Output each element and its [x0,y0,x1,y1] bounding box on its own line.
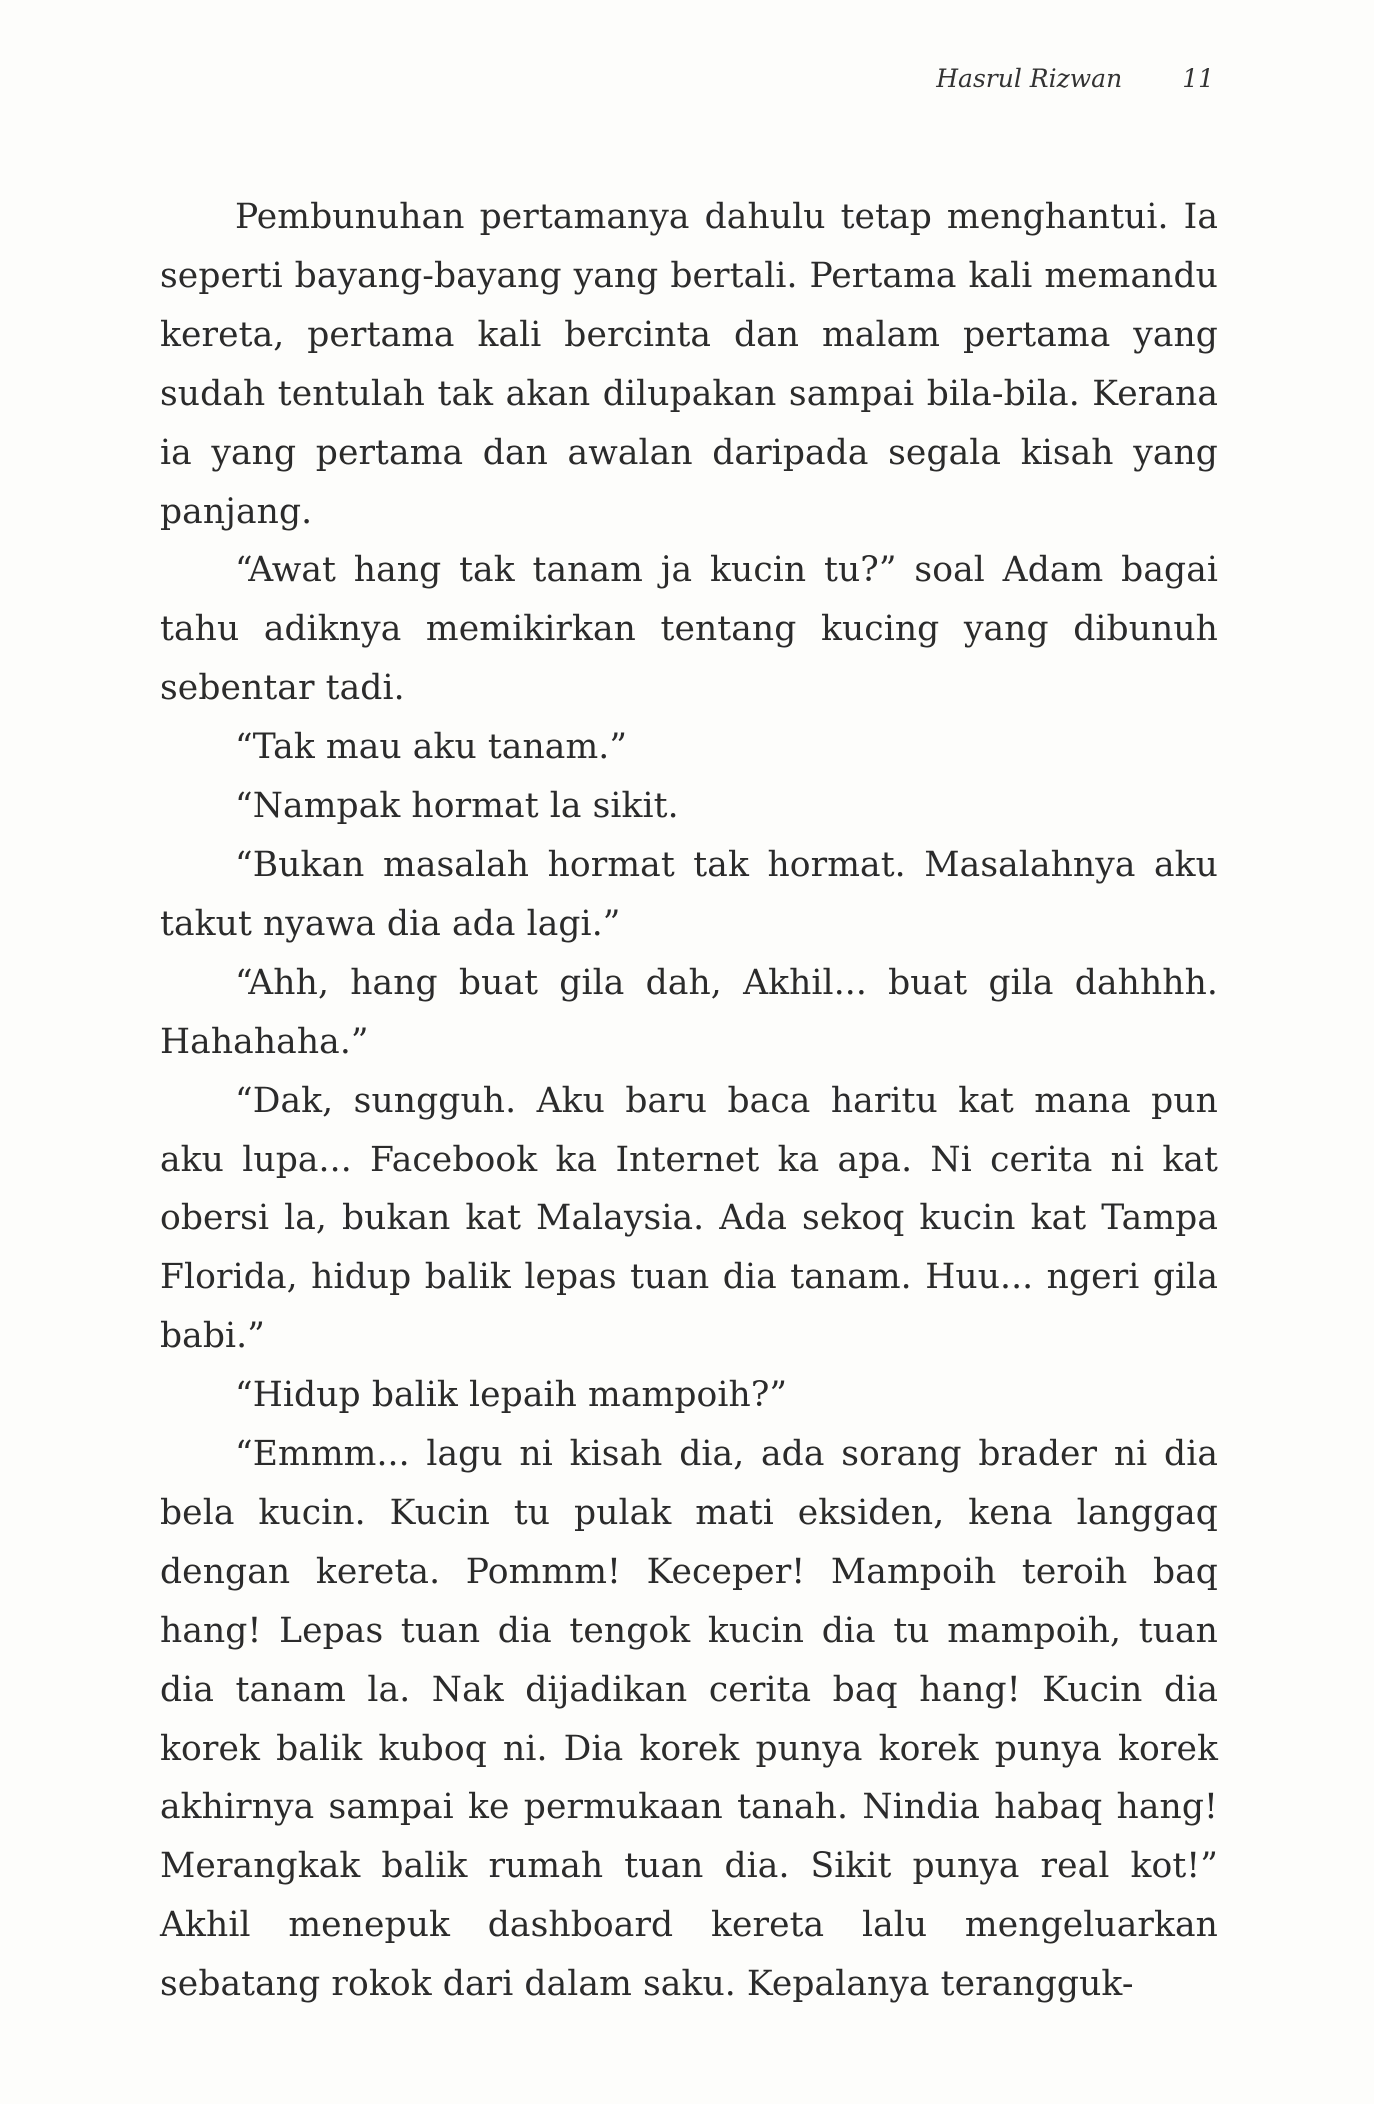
paragraph: “Dak, sungguh. Aku baru baca haritu kat mana pun aku lupa... Facebook ka Internet ka apa. Ni cerita ni kat obersi la, bukan kat Malaysia. Ada sekoq kucin kat Tampa Florida, hidup balik lepas tuan dia tanam. Huu... ngeri gila babi.” [160,1080,1218,1357]
body-text [160,188,1218,2014]
paragraph: Pembunuhan pertamanya dahulu tetap menghantui. Ia seperti bayang-bayang yang bertali. Pertama kali memandu kereta, pertama kali bercinta dan malam pertama yang sudah tentulah tak akan dilupakan sampai bila-bila. Kerana ia yang pertama dan awalan daripada segala kisah yang panjang. [160,197,1218,532]
paragraph: “Emmm... lagu ni kisah dia, ada sorang brader ni dia bela kucin. Kucin tu pulak mati eksiden, kena langgaq dengan kereta. Pommm! Keceper! Mampoih teroih baq hang! Lepas tuan dia tengok kucin dia tu mampoih, tuan dia tanam la. Nak dijadikan cerita baq hang! Kucin dia korek balik kuboq ni. Dia korek punya korek punya korek akhirnya sampai ke permukaan tanah. Nindia habaq hang! Merangkak balik rumah tuan dia. Sikit punya real kot!” Akhil menepuk dashboard kereta lalu mengeluarkan sebatang rokok dari dalam saku. Kepalanya terangguk- [160,1434,1218,2005]
paragraph: “Bukan masalah hormat tak hormat. Masalahnya aku takut nyawa dia ada lagi.” [160,844,1218,944]
paragraph: “Hidup balik lepaih mampoih?” [235,1375,788,1416]
paragraph: “Tak mau aku tanam.” [235,727,628,768]
author-name: Hasrul Rizwan [936,64,1123,93]
paragraph: “Nampak hormat la sikit. [235,786,679,827]
paragraph: “Awat hang tak tanam ja kucin tu?” soal Adam bagai tahu adiknya memikirkan tentang kucing yang dibunuh sebentar tadi. [160,550,1218,709]
page-number: 11 [1182,64,1214,93]
paragraph: “Ahh, hang buat gila dah, Akhil... buat gila dahhhh. Hahahaha.” [160,962,1218,1062]
running-head [936,64,1214,93]
